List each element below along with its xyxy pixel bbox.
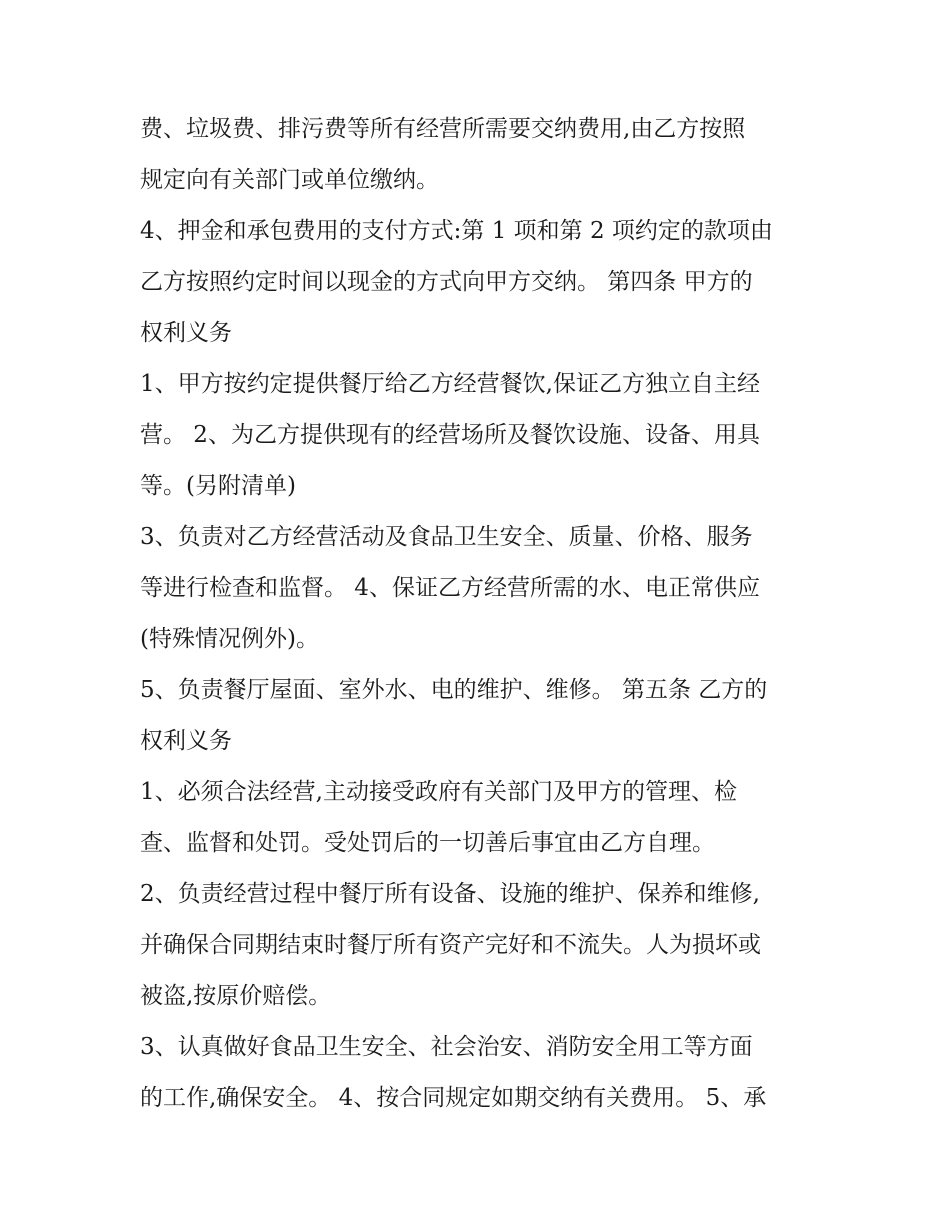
text-line: 4、押金和承包费用的支付方式:第 1 项和第 2 项约定的款项由	[140, 218, 773, 244]
text-line: 的工作,确保安全。 4、按合同规定如期交纳有关费用。 5、承	[140, 1085, 767, 1111]
text-line: 营。 2、为乙方提供现有的经营场所及餐饮设施、设备、用具	[140, 422, 760, 448]
text-line: 乙方按照约定时间以现金的方式向甲方交纳。 第四条 甲方的	[140, 269, 753, 295]
text-line: 费、垃圾费、排污费等所有经营所需要交纳费用,由乙方按照	[140, 116, 746, 142]
contract-text-body	[140, 104, 820, 1124]
text-line: (特殊情况例外)。	[140, 626, 319, 652]
text-line: 1、必须合法经营,主动接受政府有关部门及甲方的管理、检	[140, 779, 737, 805]
text-line: 3、认真做好食品卫生安全、社会治安、消防安全用工等方面	[140, 1034, 753, 1060]
text-line: 查、监督和处罚。受处罚后的一切善后事宜由乙方自理。	[140, 830, 715, 856]
text-line: 并确保合同期结束时餐厅所有资产完好和不流失。人为损坏或	[140, 932, 761, 958]
text-line: 权利义务	[140, 728, 232, 754]
text-line: 1、甲方按约定提供餐厅给乙方经营餐饮,保证乙方独立自主经	[140, 371, 760, 397]
text-line: 3、负责对乙方经营活动及食品卫生安全、质量、价格、服务	[140, 524, 753, 550]
text-line: 规定向有关部门或单位缴纳。	[140, 167, 439, 193]
text-line: 等。(另附清单)	[140, 473, 296, 499]
text-line: 5、负责餐厅屋面、室外水、电的维护、维修。 第五条 乙方的	[140, 677, 768, 703]
text-line: 被盗,按原价赔偿。	[140, 983, 332, 1009]
text-line: 权利义务	[140, 320, 232, 346]
text-line: 等进行检查和监督。 4、保证乙方经营所需的水、电正常供应	[140, 575, 760, 601]
text-line: 2、负责经营过程中餐厅所有设备、设施的维护、保养和维修,	[140, 881, 760, 907]
